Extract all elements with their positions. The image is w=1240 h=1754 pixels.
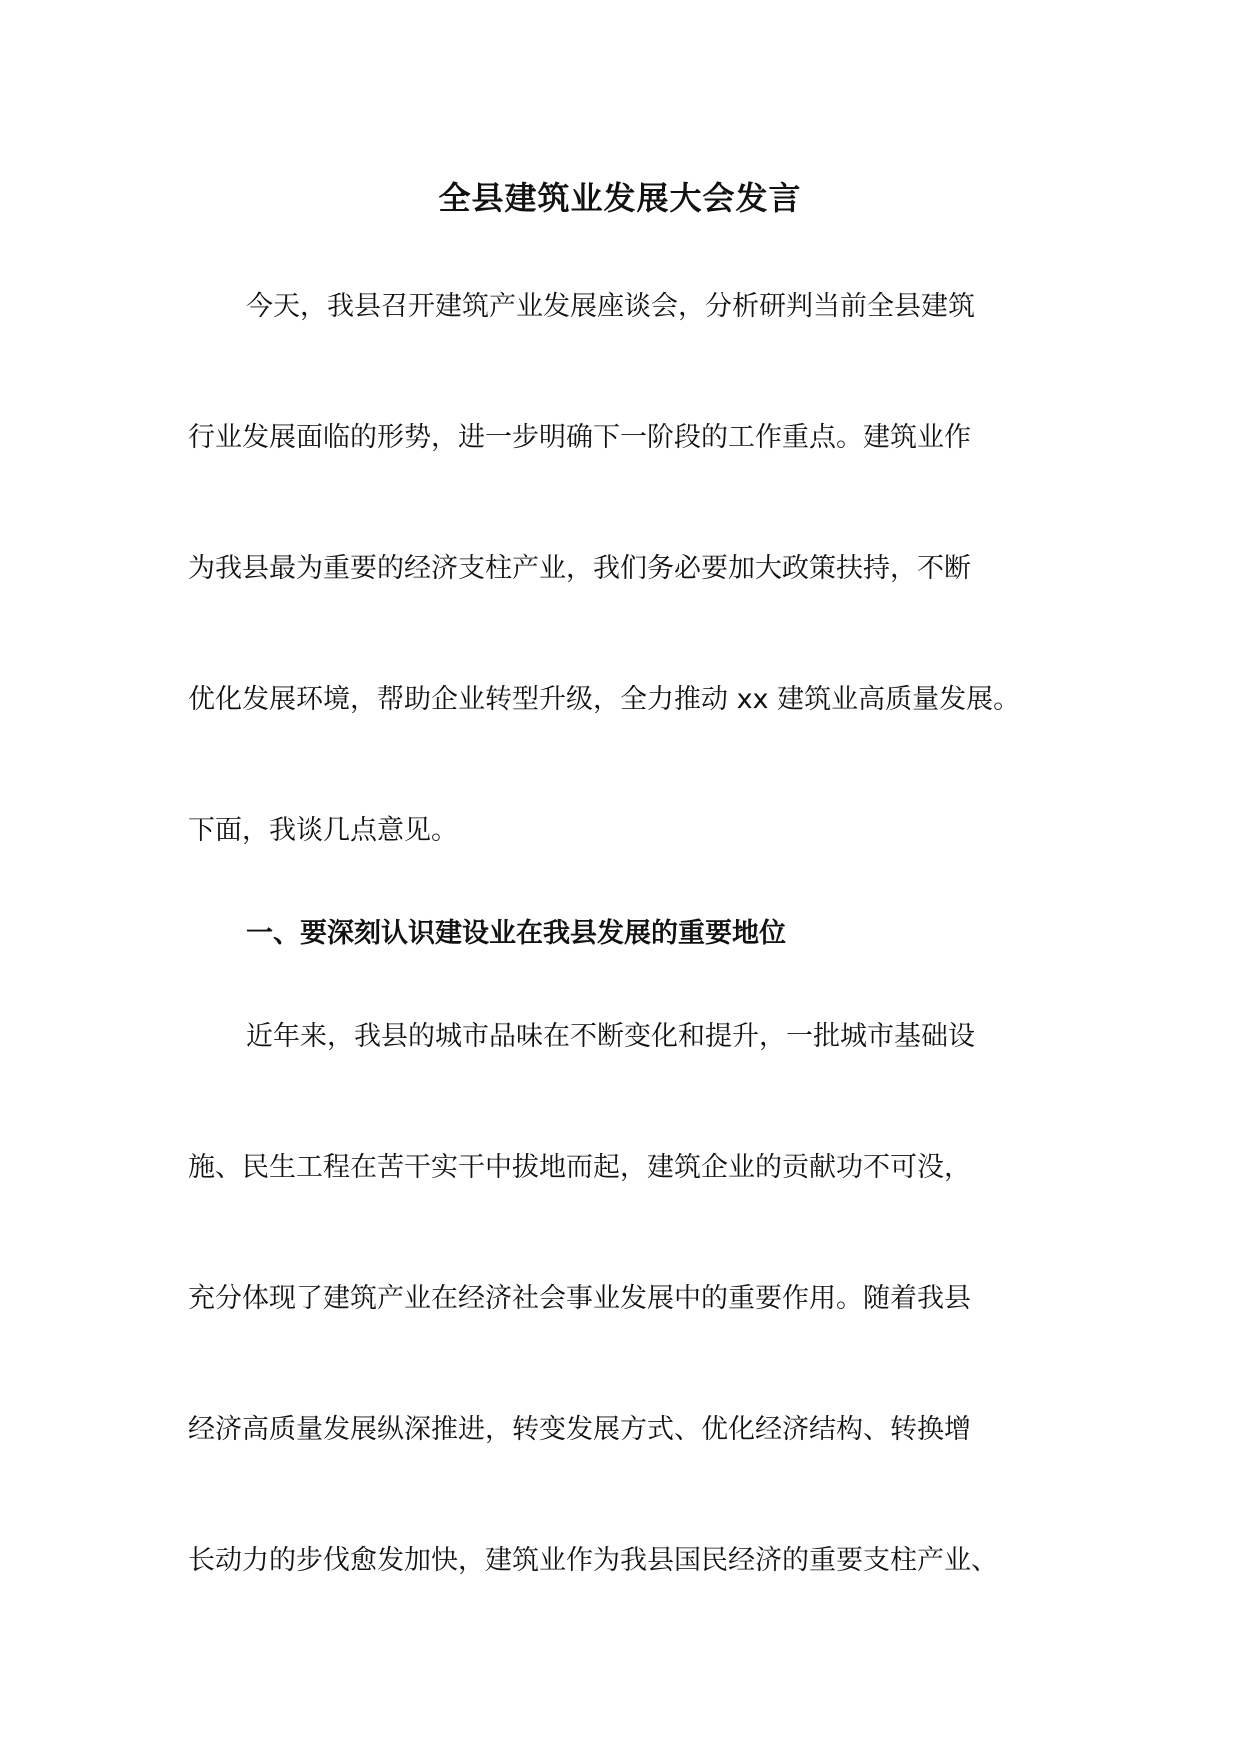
document-title: 全县建筑业发展大会发言 (438, 179, 802, 217)
paragraph-line: 为我县最为重要的经济支柱产业，我们务必要加大政策扶持，不断 (188, 553, 971, 584)
paragraph-line: 长动力的步伐愈发加快，建筑业作为我县国民经济的重要支柱产业、 (188, 1545, 998, 1576)
paragraph-line: 充分体现了建筑产业在经济社会事业发展中的重要作用。随着我县 (188, 1283, 971, 1314)
paragraph-line: 行业发展面临的形势，进一步明确下一阶段的工作重点。建筑业作 (188, 422, 971, 453)
section-heading: 一、要深刻认识建设业在我县发展的重要地位 (246, 918, 786, 949)
paragraph-line: 经济高质量发展纵深推进，转变发展方式、优化经济结构、转换增 (188, 1414, 971, 1445)
paragraph-line: 下面，我谈几点意见。 (188, 815, 458, 846)
paragraph-line: 今天，我县召开建筑产业发展座谈会，分析研判当前全县建筑 (246, 291, 975, 322)
paragraph-line: 近年来，我县的城市品味在不断变化和提升，一批城市基础设 (246, 1021, 975, 1052)
paragraph-line: 施、民生工程在苦干实干中拔地而起，建筑企业的贡献功不可没， (188, 1152, 971, 1183)
paragraph-line: 优化发展环境，帮助企业转型升级，全力推动 xx 建筑业高质量发展。 (188, 684, 1021, 715)
